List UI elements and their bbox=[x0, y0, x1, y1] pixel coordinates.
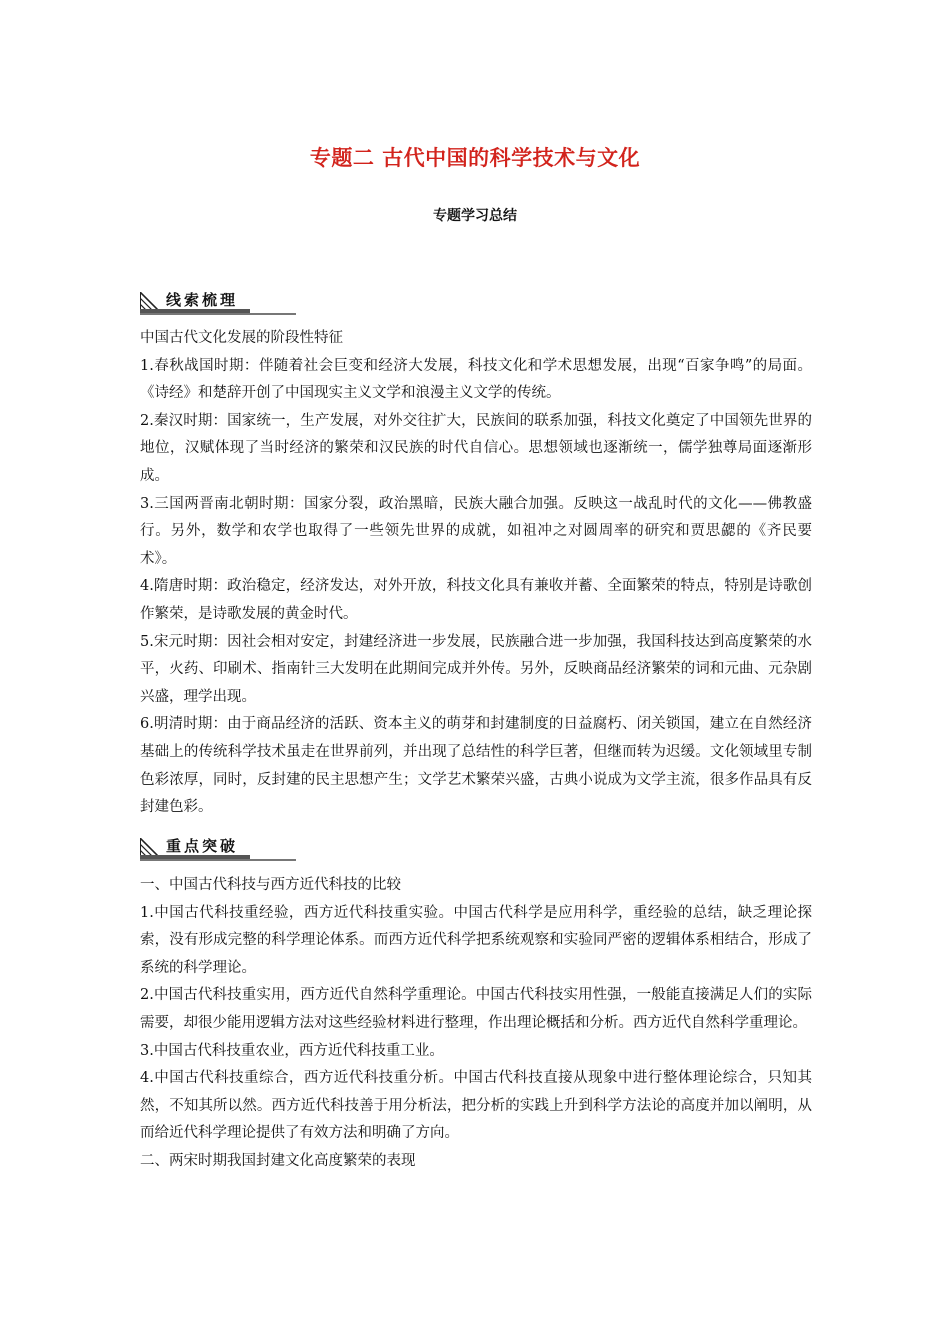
section-heading: 重点突破 bbox=[166, 837, 239, 855]
paragraph: 一、中国古代科技与西方近代科技的比较 bbox=[140, 877, 401, 893]
paragraph: 4.隋唐时期：政治稳定，经济发达，对外开放，科技文化具有兼收并蓄、全面繁荣的特点，特别是诗歌创作繁荣，是诗歌发展的黄金时代。 bbox=[140, 578, 812, 622]
heading-rule bbox=[140, 859, 296, 861]
paragraph: 1.春秋战国时期：伴随着社会巨变和经济大发展，科技文化和学术思想发展，出现“百家争鸣”的局面。《诗经》和楚辞开创了中国现实主义文学和浪漫主义文学的传统。 bbox=[140, 357, 812, 402]
section-body-clues bbox=[140, 325, 812, 822]
paragraph: 5.宋元时期：因社会相对安定，封建经济进一步发展，民族融合进一步加强，我国科技达到高度繁荣的水平，火药、印刷术、指南针三大发明在此期间完成并外传。另外，反映商品经济繁荣的词和元曲、元杂剧兴盛，理学出现。 bbox=[140, 633, 812, 705]
paragraph: 中国古代文化发展的阶段性特征 bbox=[140, 330, 343, 346]
hatch-icon bbox=[140, 292, 158, 310]
section-header-clues bbox=[140, 288, 296, 316]
section-heading: 线索梳理 bbox=[166, 291, 239, 309]
paragraph: 3.三国两晋南北朝时期：国家分裂，政治黑暗，民族大融合加强。反映这一战乱时代的文化——佛教盛行。另外，数学和农学也取得了一些领先世界的成就，如祖冲之对圆周率的研究和贾思勰的《齐民要术》。 bbox=[140, 495, 812, 567]
paragraph: 6.明清时期：由于商品经济的活跃、资本主义的萌芽和封建制度的日益腐朽、闭关锁国，建立在自然经济基础上的传统科学技术虽走在世界前列，并出现了总结性的科学巨著，但继而转为迟缓。文化领域里专制色彩浓厚，同时，反封建的民主思想产生；文学艺术繁荣兴盛，古典小说成为文学主流，很多作品具有反封建色彩。 bbox=[140, 716, 812, 816]
paragraph: 4.中国古代科技重综合，西方近代科技重分析。中国古代科技直接从现象中进行整体理论综合，只知其然，不知其所以然。西方近代科技善于用分析法，把分析的实践上升到科学方法论的高度并加以阐明，从而给近代科学理论提供了有效方法和明确了方向。 bbox=[140, 1070, 812, 1142]
paragraph: 3.中国古代科技重农业，西方近代科技重工业。 bbox=[140, 1042, 444, 1059]
paragraph: 1.中国古代科技重经验，西方近代科技重实验。中国古代科学是应用科学，重经验的总结，缺乏理论探索，没有形成完整的科学理论体系。而西方近代科学把系统观察和实验同严密的逻辑体系相结合，形成了系统的科学理论。 bbox=[140, 904, 812, 976]
heading-rule bbox=[140, 313, 296, 315]
paragraph: 2.秦汉时期：国家统一，生产发展，对外交往扩大，民族间的联系加强，科技文化奠定了中国领先世界的地位，汉赋体现了当时经济的繁荣和汉民族的时代自信心。思想领域也逐渐统一，儒学独尊局面逐渐形成。 bbox=[140, 412, 812, 484]
section-header-key-points bbox=[140, 834, 296, 862]
section-body-key-points bbox=[140, 872, 812, 1176]
paragraph: 2.中国古代科技重实用，西方近代自然科学重理论。中国古代科技实用性强，一般能直接满足人们的实际需要，却很少能用逻辑方法对这些经验材料进行整理，作出理论概括和分析。西方近代自然科学重理论。 bbox=[140, 987, 812, 1031]
hatch-icon bbox=[140, 838, 158, 856]
paragraph: 二、两宋时期我国封建文化高度繁荣的表现 bbox=[140, 1152, 416, 1169]
page-subtitle: 专题学习总结 bbox=[433, 208, 517, 224]
page-title: 专题二 古代中国的科学技术与文化 bbox=[309, 146, 641, 170]
